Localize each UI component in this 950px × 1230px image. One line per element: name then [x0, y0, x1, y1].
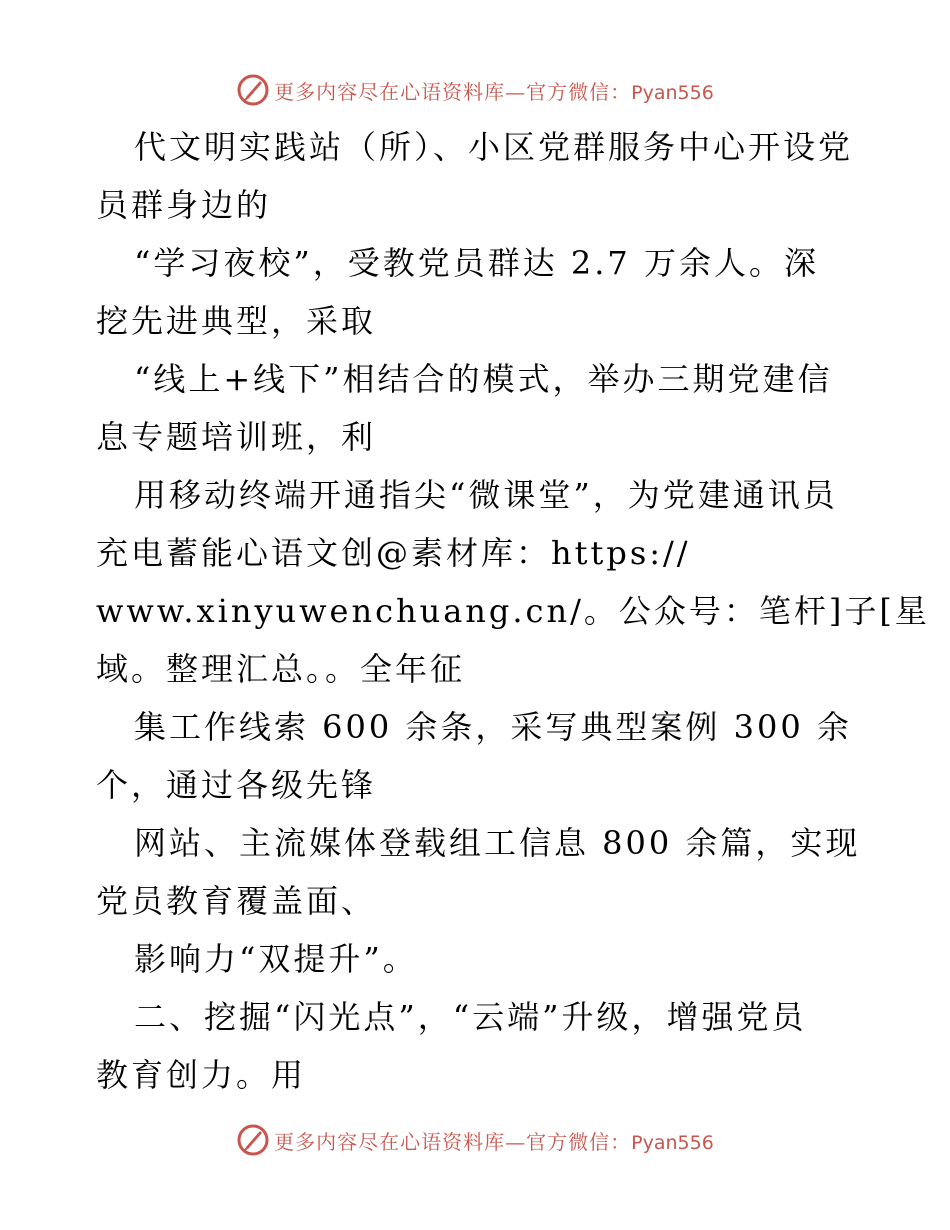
text-line: 网站、主流媒体登载组工信息 800 余篇，实现	[134, 824, 861, 862]
text-line: 集工作线索 600 余条，采写典型案例 300 余	[134, 708, 852, 746]
text-line: 域。整理汇总。。全年征	[96, 650, 466, 688]
header-banner-text: 更多内容尽在心语资料库—官方微信：Pyan556	[274, 79, 714, 104]
footer-banner-text: 更多内容尽在心语资料库—官方微信：Pyan556	[274, 1129, 714, 1154]
text-line: www.xinyuwenchuang.cn/。公众号：笔杆]子[星	[96, 592, 930, 630]
text-line: 息专题培训班，利	[96, 418, 377, 456]
text-line: 代文明实践站（所）、小区党群服务中心开设党	[134, 128, 854, 166]
wechat-id: Pyan556	[631, 1131, 714, 1154]
text-line: “线上+线下”相结合的模式，举办三期党建信	[134, 360, 833, 398]
footer-banner	[0, 1120, 950, 1160]
header-banner	[0, 70, 950, 110]
text-line: 影响力“双提升”。	[134, 940, 418, 978]
quill-pen-logo-icon	[236, 1123, 270, 1157]
text-line: “学习夜校”，受教党员群达 2.7 万余人。深	[134, 244, 819, 282]
text-line: 教育创力。用	[96, 1056, 307, 1094]
wechat-id: Pyan556	[631, 81, 714, 104]
text-line: 充电蓄能心语文创@素材库：https://	[96, 534, 691, 572]
text-line: 挖先进典型，采取	[96, 302, 377, 340]
quill-pen-logo-icon	[236, 73, 270, 107]
text-line: 党员教育覆盖面、	[96, 882, 377, 920]
document-body	[96, 118, 930, 1104]
text-line: 个，通过各级先锋	[96, 766, 377, 804]
text-line: 员群身边的	[96, 186, 272, 224]
section-heading-line: 二、挖掘“闪光点”，“云端”升级，增强党员	[134, 998, 807, 1036]
text-line: 用移动终端开通指尖“微课堂”，为党建通讯员	[134, 476, 838, 514]
